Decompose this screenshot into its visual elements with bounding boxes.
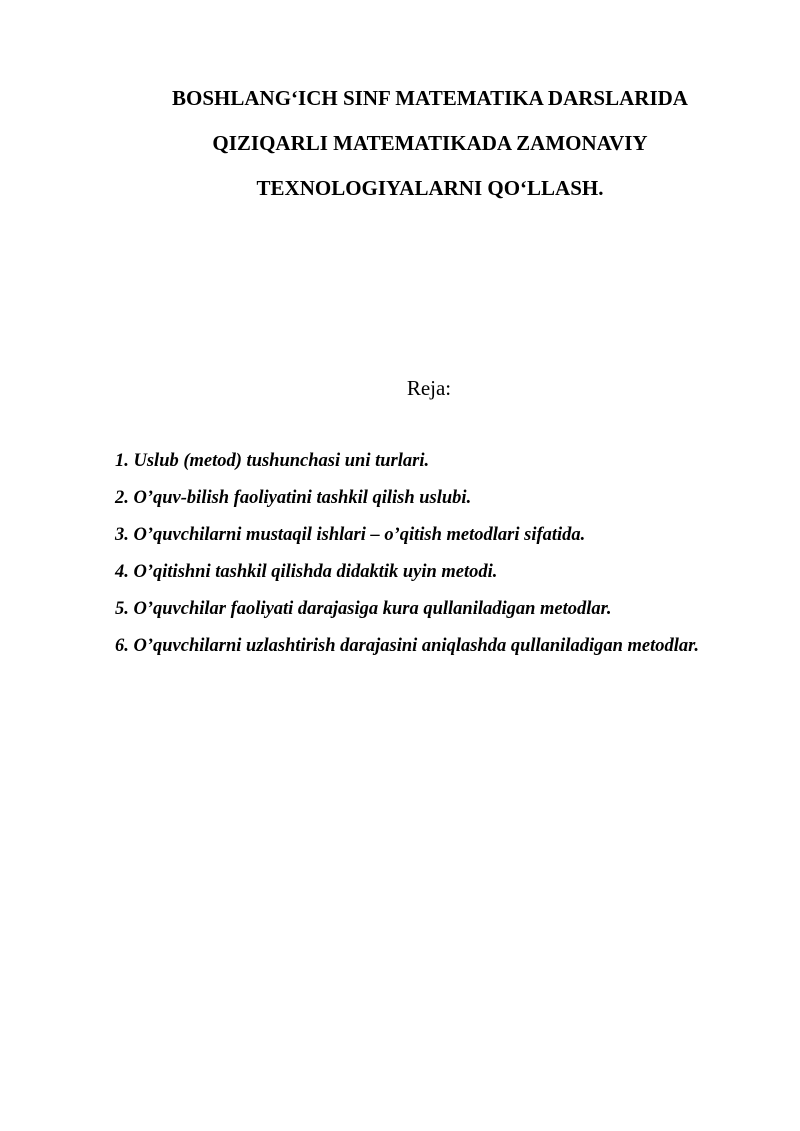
plan-item-1: 1. Uslub (metod) tushunchasi uni turlari. (115, 451, 430, 471)
plan-item-3: 3. O’quvchilarni mustaqil ishlari – o’qitish metodlari sifatida. (115, 525, 586, 545)
plan-item-4: 4. O’qitishni tashkil qilishda didaktik uyin metodi. (115, 562, 498, 582)
plan-item-5: 5. O’quvchilar faoliyati darajasiga kura qullaniladigan metodlar. (115, 599, 612, 619)
title-line-2: QIZIQARLI MATEMATIKADA ZAMONAVIY (212, 131, 648, 155)
plan-item-2: 2. O’quv-bilish faoliyatini tashkil qilish uslubi. (115, 488, 472, 508)
plan-list (115, 443, 743, 665)
title-line-3: TEXNOLOGIYALARNI QO‘LLASH. (256, 176, 604, 200)
title-line-1: BOSHLANG‘ICH SINF MATEMATIKA DARSLARIDA (172, 86, 688, 110)
document-title (100, 76, 760, 211)
plan-item-6: 6. O’quvchilarni uzlashtirish darajasini aniqlashda qullaniladigan metodlar. (115, 636, 699, 656)
plan-heading: Reja: (406, 376, 452, 400)
